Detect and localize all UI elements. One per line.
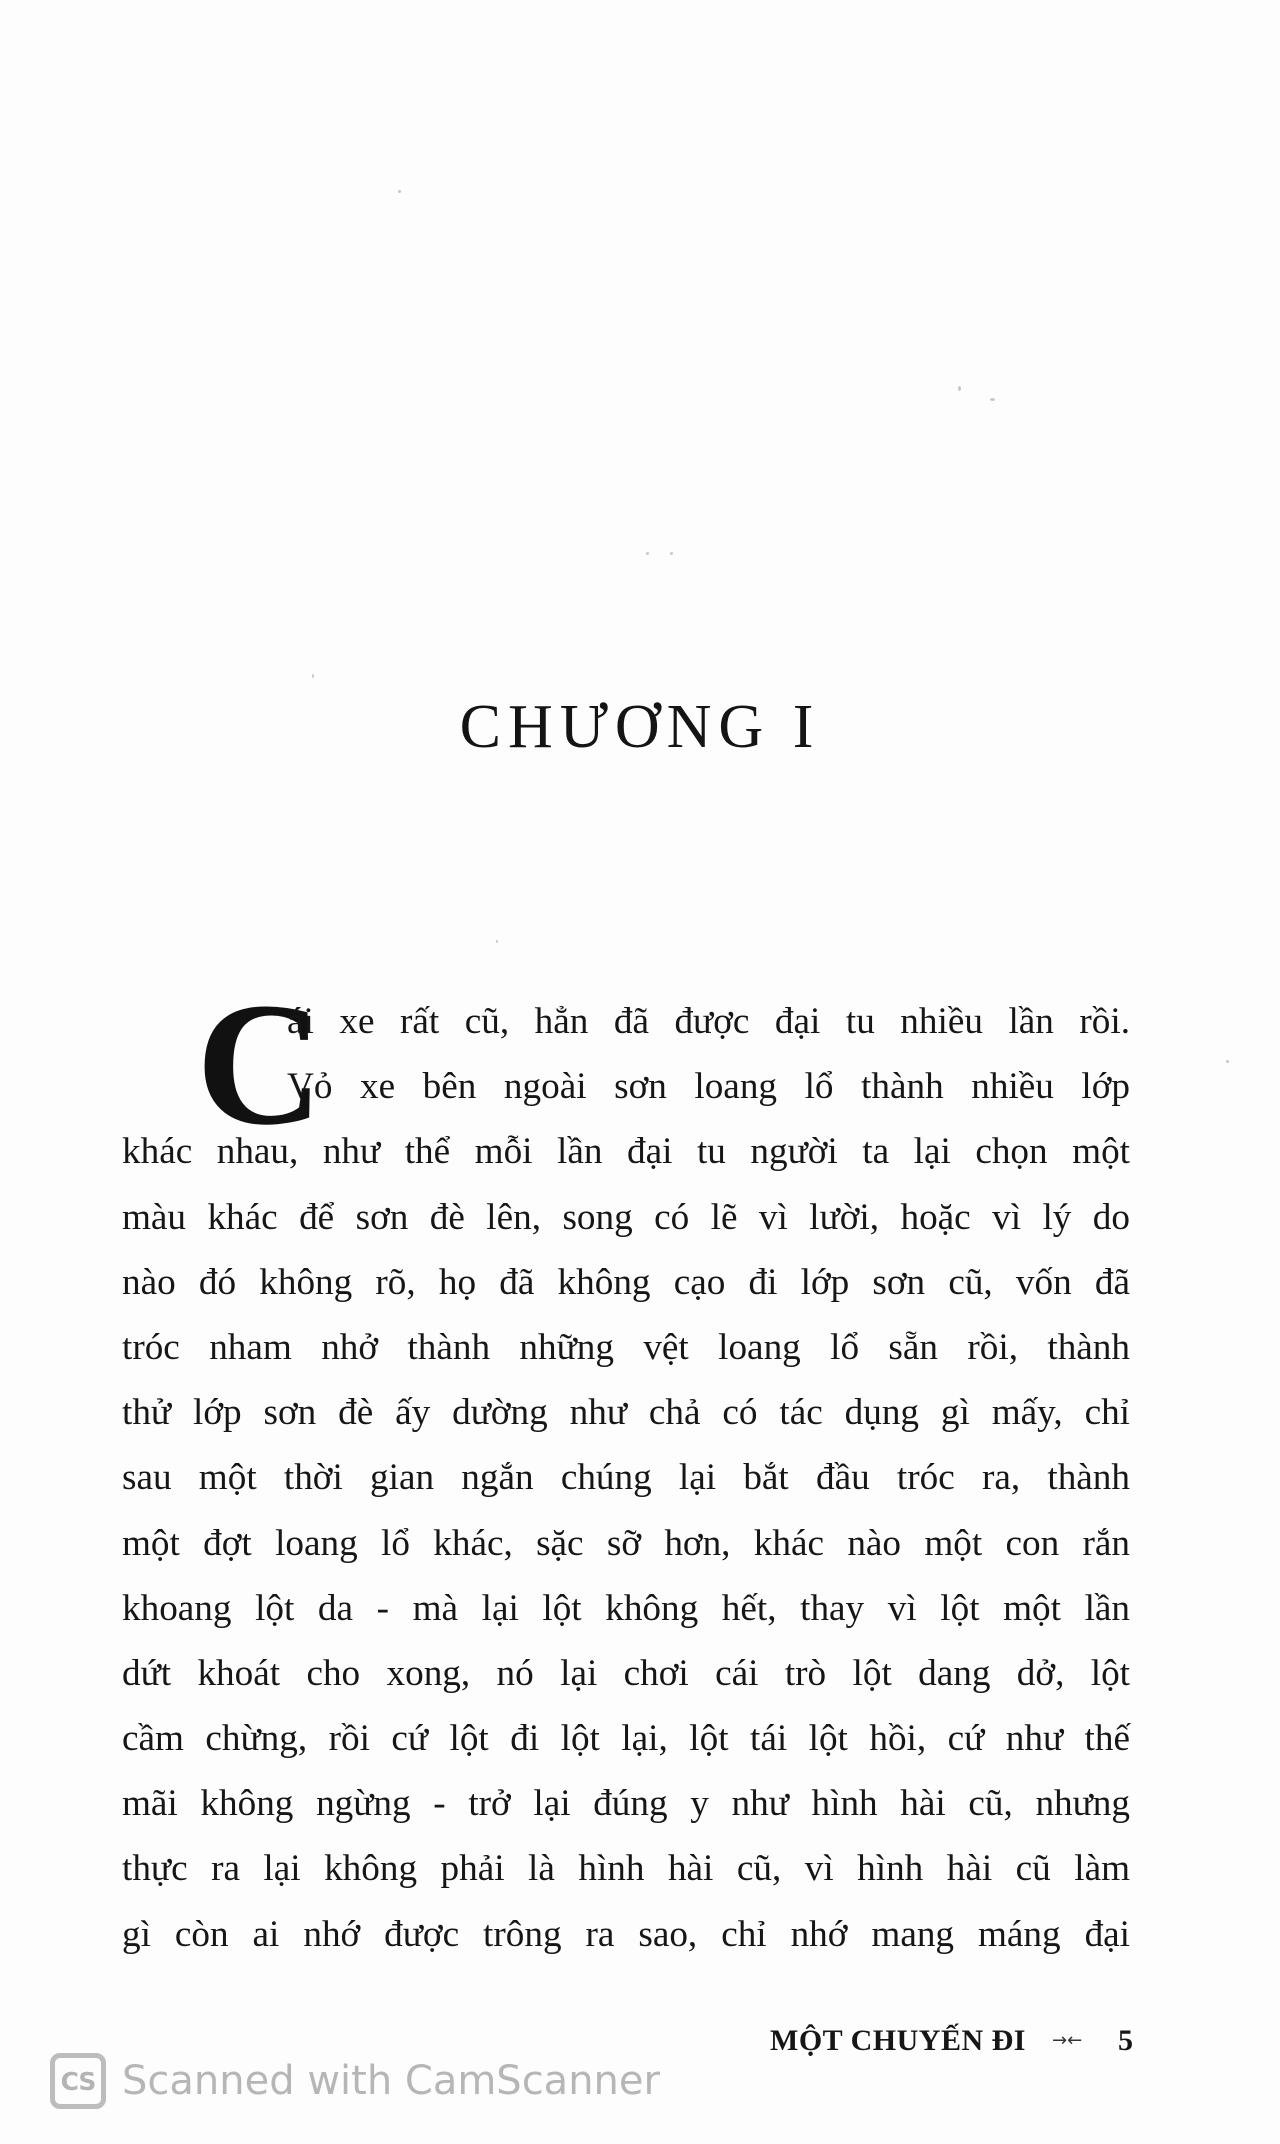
text-line: nào đó không rõ, họ đã không cạo đi lớp sơn cũ, vốn đã [122, 1261, 1130, 1303]
page-number: 5 [1118, 2024, 1133, 2057]
text-line: khoang lột da - mà lại lột không hết, thay vì lột một lần [122, 1587, 1130, 1629]
text-line: thực ra lại không phải là hình hài cũ, vì hình hài cũ làm [122, 1848, 1130, 1890]
camscanner-logo-icon: CS [50, 2053, 106, 2109]
ornament-arrow-icon: →← [1052, 2030, 1083, 2051]
text-line: khác nhau, như thể mỗi lần đại tu người ta lại chọn một [122, 1131, 1130, 1173]
text-line: thử lớp sơn đè ấy dường như chả có tác dụng gì mấy, chỉ [122, 1392, 1130, 1434]
text-line: sau một thời gian ngắn chúng lại bắt đầu tróc ra, thành [122, 1457, 1130, 1499]
text-line: Vỏ xe bên ngoài sơn loang lổ thành nhiều lớp [287, 1066, 1130, 1108]
text-line: cầm chừng, rồi cứ lột đi lột lại, lột tái lột hồi, cứ như thế [122, 1718, 1130, 1760]
body-paragraph [122, 967, 1130, 1967]
scan-speck [646, 552, 649, 555]
text-line: một đợt loang lổ khác, sặc sỡ hơn, khác nào một con rắn [122, 1522, 1130, 1564]
running-title: MỘT CHUYẾN ĐI [770, 2024, 1026, 2057]
text-line: ái xe rất cũ, hẳn đã được đại tu nhiều lần rồi. [287, 1001, 1130, 1042]
text-line: tróc nham nhở thành những vệt loang lổ sẵn rồi, thành [122, 1326, 1130, 1368]
scan-speck [990, 398, 995, 401]
watermark-text: Scanned with CamScanner [122, 2058, 660, 2104]
scan-speck [958, 386, 961, 391]
scan-speck [312, 674, 314, 678]
text-line: gì còn ai nhớ được trông ra sao, chỉ nhớ mang máng đại [122, 1913, 1130, 1955]
text-line: màu khác để sơn đè lên, song có lẽ vì lười, hoặc vì lý do [122, 1196, 1130, 1238]
scan-speck [670, 552, 673, 555]
camscanner-watermark [50, 2053, 660, 2109]
text-line: mãi không ngừng - trở lại đúng y như hình hài cũ, nhưng [122, 1783, 1130, 1825]
drop-cap: C [196, 967, 324, 1162]
text-line: dứt khoát cho xong, nó lại chơi cái trò lột dang dở, lột [122, 1652, 1130, 1694]
chapter-title: CHƯƠNG I [459, 693, 821, 761]
scan-speck [1226, 1060, 1229, 1063]
scan-speck [496, 940, 498, 943]
scan-speck [398, 190, 401, 193]
